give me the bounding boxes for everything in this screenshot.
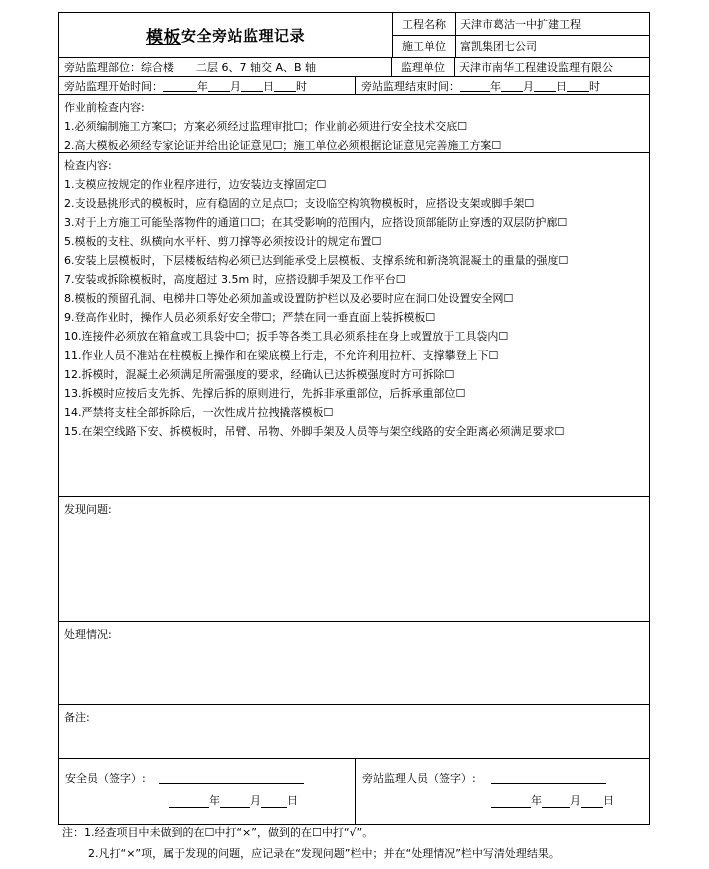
remarks-label: 备注:: [64, 711, 90, 724]
location-cell: [59, 58, 392, 76]
supervisor-day-field[interactable]: [581, 795, 603, 808]
start-month-unit: 月: [230, 79, 241, 93]
info-value: 天津市南华工程建设监理有限公: [459, 61, 613, 74]
day-unit: 日: [603, 794, 614, 807]
supervision-record-form: [58, 12, 650, 825]
start-day-field[interactable]: [241, 79, 263, 92]
check-item: 13.拆模时应按后支先拆、先撑后拆的原则进行，先拆非承重部位，后拆承重部位☐: [64, 387, 466, 400]
safety-sign-label: 安全员（签字）:: [65, 772, 146, 785]
start-time-cell: [59, 77, 356, 94]
safety-day-field[interactable]: [261, 795, 287, 808]
header-block: [59, 13, 649, 57]
check-item: 7.安装或拆除模板时，高度超过 3.5m 时，应搭设脚手架及工作平台☐: [64, 273, 406, 286]
issues-section[interactable]: [59, 496, 649, 621]
end-day-unit: 日: [556, 79, 567, 93]
pre-check-item: 1.必须编制施工方案☐；方案必须经过监理审批☐；作业前必须进行安全技术交底☐: [64, 120, 468, 133]
pre-check-section: [59, 94, 649, 152]
month-unit: 月: [250, 794, 261, 807]
supervisor-month-field[interactable]: [542, 795, 570, 808]
safety-sign-field[interactable]: [159, 782, 304, 784]
start-month-field[interactable]: [208, 79, 230, 92]
start-time-label: 旁站监理开始时间：: [64, 79, 163, 93]
pre-check-label: 作业前检查内容:: [64, 101, 145, 114]
supervisor-year-field[interactable]: [491, 795, 531, 808]
end-day-field[interactable]: [534, 79, 556, 92]
supervisor-sign-date: [491, 792, 614, 808]
end-month-unit: 月: [523, 79, 534, 93]
form-title: [59, 13, 393, 57]
end-hour-unit: 时: [589, 79, 600, 93]
start-hour-unit: 时: [296, 79, 307, 93]
year-unit: 年: [531, 794, 542, 807]
end-time-label: 旁站监理结束时间：: [361, 79, 460, 93]
check-item: 12.拆模时，混凝土必须满足所需强度的要求，经确认已达拆模强度时方可拆除☐: [64, 368, 455, 381]
safety-year-field[interactable]: [169, 795, 209, 808]
supervisor-sign-label: 旁站监理人员（签字）:: [362, 772, 476, 785]
info-row-contractor: [393, 35, 649, 58]
remarks-section[interactable]: [59, 704, 649, 758]
handling-section[interactable]: [59, 621, 649, 704]
location-value: 综合楼 二层 6、7 轴交 A、B 轴: [141, 61, 317, 74]
start-year-field[interactable]: [163, 79, 197, 92]
pre-check-item: 2.高大模板必须经专家论证并给出论证意见☐；施工单位必须根据论证意见完善施工方案☐: [64, 139, 502, 152]
footnote-1: 注：1.经查项目中未做到的在☐中打“×”，做到的在☐中打“√”。: [62, 826, 374, 839]
check-item: 8.模板的预留孔洞、电梯井口等处必须加盖或设置防护栏以及必要时应在洞口处设置安全网☐: [64, 292, 514, 305]
check-item: 9.登高作业时，操作人员必须系好安全带☐；严禁在同一垂直面上装拆模板☐: [64, 311, 436, 324]
info-row-project: [393, 13, 649, 35]
handling-label: 处理情况:: [64, 628, 112, 641]
start-day-unit: 日: [263, 79, 274, 93]
location-label: 旁站监理部位：: [64, 61, 141, 74]
start-hour-field[interactable]: [274, 79, 296, 92]
check-item: 10.连接件必须放在箱盒或工具袋中☐；扳手等各类工具必须系挂在身上或置放于工具袋内☐: [64, 330, 509, 343]
info-label: 施工单位: [393, 36, 456, 58]
check-item: 14.严禁将支柱全部拆除后，一次性成片拉拽撬落模板☐: [64, 406, 334, 419]
year-unit: 年: [209, 794, 220, 807]
time-row: [59, 76, 649, 94]
info-label: 工程名称: [393, 13, 456, 35]
safety-month-field[interactable]: [220, 795, 250, 808]
supervisor-sign-field[interactable]: [491, 782, 606, 784]
end-time-cell: [356, 77, 600, 94]
info-label: 监理单位: [392, 58, 455, 76]
footnotes: [62, 822, 682, 864]
check-item: 15.在架空线路下安、拆模板时，吊臂、吊物、外脚手架及人员等与架空线路的安全距离必须满足要求☐: [64, 425, 565, 438]
end-hour-field[interactable]: [567, 79, 589, 92]
month-unit: 月: [570, 794, 581, 807]
title-rest: 安全旁站监理记录: [180, 26, 305, 45]
check-item: 11.作业人员不准站在柱模板上操作和在梁底模上行走，不允许利用拉杆、支撑攀登上下☐: [64, 349, 499, 362]
safety-officer-sign: [59, 759, 356, 824]
check-label: 检查内容:: [64, 159, 112, 172]
start-year-unit: 年: [197, 79, 208, 93]
footnote-2: 2.凡打“×”项，属于发现的问题，应记录在“发现问题”栏中；并在“处理情况”栏中写清处理结果。: [88, 847, 560, 860]
end-month-field[interactable]: [501, 79, 523, 92]
check-item: 1.支模应按规定的作业程序进行，边安装边支撑固定☐: [64, 178, 327, 191]
title-emphasis: 模板: [145, 27, 181, 48]
end-year-field[interactable]: [460, 79, 490, 92]
check-item: 3.对于上方施工可能坠落物件的通道口☐；在其受影响的范围内，应搭设顶部能防止穿透的双层防护廊☐: [64, 216, 568, 229]
check-item: 2.支设悬挑形式的模板时，应有稳固的立足点☐；支设临空构筑物模板时，应搭设支架或脚手架☐: [64, 197, 535, 210]
supervisor-sign: [356, 759, 649, 824]
location-row: [59, 57, 649, 76]
day-unit: 日: [287, 794, 298, 807]
check-section: [59, 152, 649, 496]
issues-label: 发现问题:: [64, 503, 112, 516]
signature-block: [59, 758, 649, 824]
info-value: 天津市葛沽一中扩建工程: [460, 17, 581, 31]
end-year-unit: 年: [490, 79, 501, 93]
project-info: [393, 13, 649, 57]
check-item: 5.模板的支柱、纵横向水平杆、剪刀撑等必须按设计的规定布置☐: [64, 235, 382, 248]
info-value: 富凯集团七公司: [460, 40, 537, 54]
safety-sign-date: [169, 792, 298, 808]
check-item: 6.安装上层模板时，下层楼板结构必须已达到能承受上层模板、支撑系统和新浇筑混凝土的重量的强度☐: [64, 254, 569, 267]
